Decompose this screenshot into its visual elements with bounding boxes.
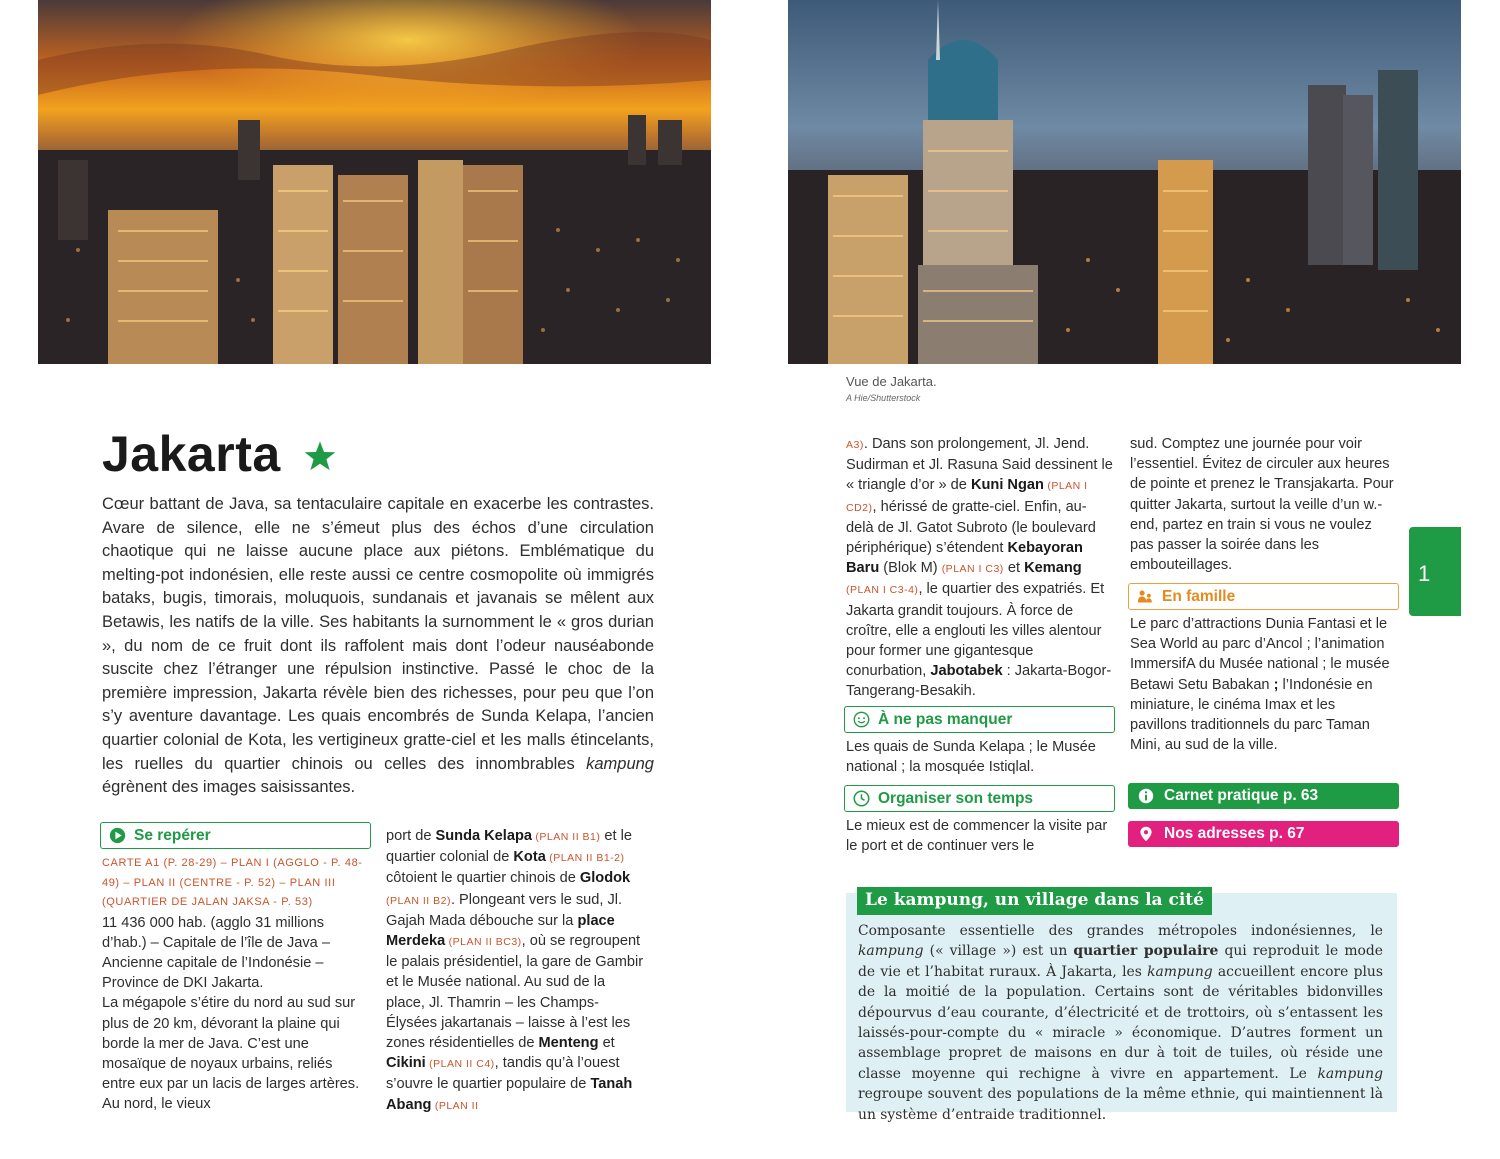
family-icon: [1137, 588, 1154, 605]
star-icon: [304, 440, 336, 472]
photo-credit: A Hie/Shutterstock: [846, 393, 921, 403]
en-famille-heading: En famille: [1128, 583, 1399, 610]
column-4-text: sud. Comptez une journée pour voir l’essentiel. Évitez de circuler aux heures de pointe et prenez le Transjakarta. Pour quitter Jakarta, surtout la veille d’un w.-end, partez en train si vous ne voulez pas passer la soirée dans les embouteillages.: [1130, 436, 1394, 574]
se-reperer-text: La mégapole s’étire du nord au sud sur plus de 20 km, dévorant la plaine qui borde la mer de Java. C’est une mosaïque de noyaux urbains, reliés entre eux par un lacis de larges artères. Au nord, le vieux: [102, 995, 360, 1113]
kampung-box-heading: Le kampung, un village dans la cité: [857, 887, 1212, 915]
a-ne-pas-manquer-heading: À ne pas manquer: [844, 706, 1115, 733]
clock-icon: [853, 790, 870, 807]
page-title: Jakarta: [102, 426, 281, 482]
chapter-tab: 1: [1409, 527, 1461, 616]
photo-caption: Vue de Jakarta.: [846, 374, 937, 389]
kampung-box-text: Composante essentielle des grandes métropoles indonésiennes, le kampung (« village ») est un quartier populaire qui reproduit le mode de vie et l’habitat ruraux. À Jakarta, les kampung accueillent encore plus de la moitié de la population. Certains sont de véritables bidonvilles dépourvus d’eau courante, d’électricité et de trottoirs, où s’entassent les laissés-pour-compte du « miracle » économique. D’autres forment un assemblage propret de maisons en dur à toit de tuiles, où réside une classe moyenne qui rechigne à vivre en appartement. Le kampung regroupe souvent des populations de la même ethnie, qui maintiennent là un système d’entraide traditionnel.: [858, 923, 1383, 1123]
smiley-icon: [853, 711, 870, 728]
organiser-son-temps-heading: Organiser son temps: [844, 785, 1115, 812]
photo-jakarta-sunset: [38, 0, 711, 364]
se-reperer-column: [102, 854, 364, 1115]
nos-adresses-link[interactable]: Nos adresses p. 67: [1128, 821, 1399, 847]
play-circle-icon: [109, 827, 126, 844]
se-reperer-heading: Se repérer: [100, 822, 371, 849]
info-icon: [1138, 788, 1154, 804]
map-pin-icon: [1138, 826, 1154, 842]
jakarta-facts: 11 436 000 hab. (agglo 31 millions d’hab.) – Capitale de l’île de Java – Ancienne capitale de l’Indonésie – Province de DKI Jakarta.: [102, 914, 330, 992]
en-famille-text: Le parc d’attractions Dunia Fantasi et le Sea World au parc d’Ancol ; l’animation ImmersifA du Musée national ; le musée Betawi Setu Babakan ; l’Indonésie en miniature, le cinéma Imax et les pavillons traditionnels du parc Taman Mini, au sud de la ville.: [1130, 616, 1390, 754]
column-3-text: A3). Dans son prolongement, Jl. Jend. Sudirman et Jl. Rasuna Said dessinent le « triangle d’or » de Kuni Ngan (PLAN I CD2), hérissé de gratte-ciel. Enfin, au-delà de Jl. Gatot Subroto (le boulevard périphérique) s’étendent Kebayoran Baru (Blok M) (PLAN I C3) et Kemang (PLAN I C3-4), le quartier des expatriés. Et Jakarta grandit toujours. À force de croître, elle a englouti les villes alentour pour former une gigantesque conurbation, Jabotabek : Jakarta-Bogor-Tangerang-Besakih.: [846, 436, 1113, 700]
column-2-text: port de Sunda Kelapa (PLAN II B1) et le quartier colonial de Kota (PLAN II B1-2) côtoient le quartier chinois de Glodok (PLAN II B2). Plongeant vers le sud, Jl. Gajah Mada débouche sur la place Merdeka (PLAN II BC3), où se regroupent le palais présidentiel, la gare de Gambir et le Musée national. Au sud de la place, Jl. Thamrin – les Champs-Élysées jakartanais – laisse à l’est les zones résidentielles de Menteng et Cikini (PLAN II C4), tandis qu’à l’ouest s’ouvre le quartier populaire de Tanah Abang (PLAN II: [386, 828, 644, 1113]
a-ne-pas-manquer-text: Les quais de Sunda Kelapa ; le Musée national ; la mosquée Istiqlal.: [846, 739, 1096, 776]
carnet-pratique-link[interactable]: Carnet pratique p. 63: [1128, 783, 1399, 809]
carte-reference: CARTE A1 (P. 28-29) – PLAN I (AGGLO - P. 48-49) – PLAN II (CENTRE - P. 52) – PLAN III (QUARTIER DE JALAN JAKSA - P. 53): [102, 857, 363, 908]
organiser-son-temps-text: Le mieux est de commencer la visite par le port et de continuer vers le: [846, 818, 1108, 855]
intro-paragraph: Cœur battant de Java, sa tentaculaire capitale en exacerbe les contrastes. Avare de silence, elle ne s’émeut plus des échos d’une circulation chaotique qui ne laisse aucune place aux piétons. Emblématique du melting-pot indonésien, elle reste aussi ce centre cosmopolite où immigrés bataks, bugis, timorais, moluquois, sundanais et javanais se mêlent aux Betawis, les natifs de la ville. Ses habitants la surnomment le « gros durian », du nom de ce fruit dont ils raffolent mais dont l’odeur nauséabonde suscite chez l’étranger une répulsion instinctive. Passé le choc de la première impression, Jakarta révèle bien des richesses, pour peu que l’on s’y aventure davantage. Les quais encombrés de Sunda Kelapa, l’ancien quartier colonial de Kota, les vertigineux gratte-ciel et les malls étincelants, les ruelles du quartier chinois ou celles des innombrables kampung égrènent des images saisissantes.: [102, 495, 654, 797]
photo-jakarta-towers: [788, 0, 1461, 364]
